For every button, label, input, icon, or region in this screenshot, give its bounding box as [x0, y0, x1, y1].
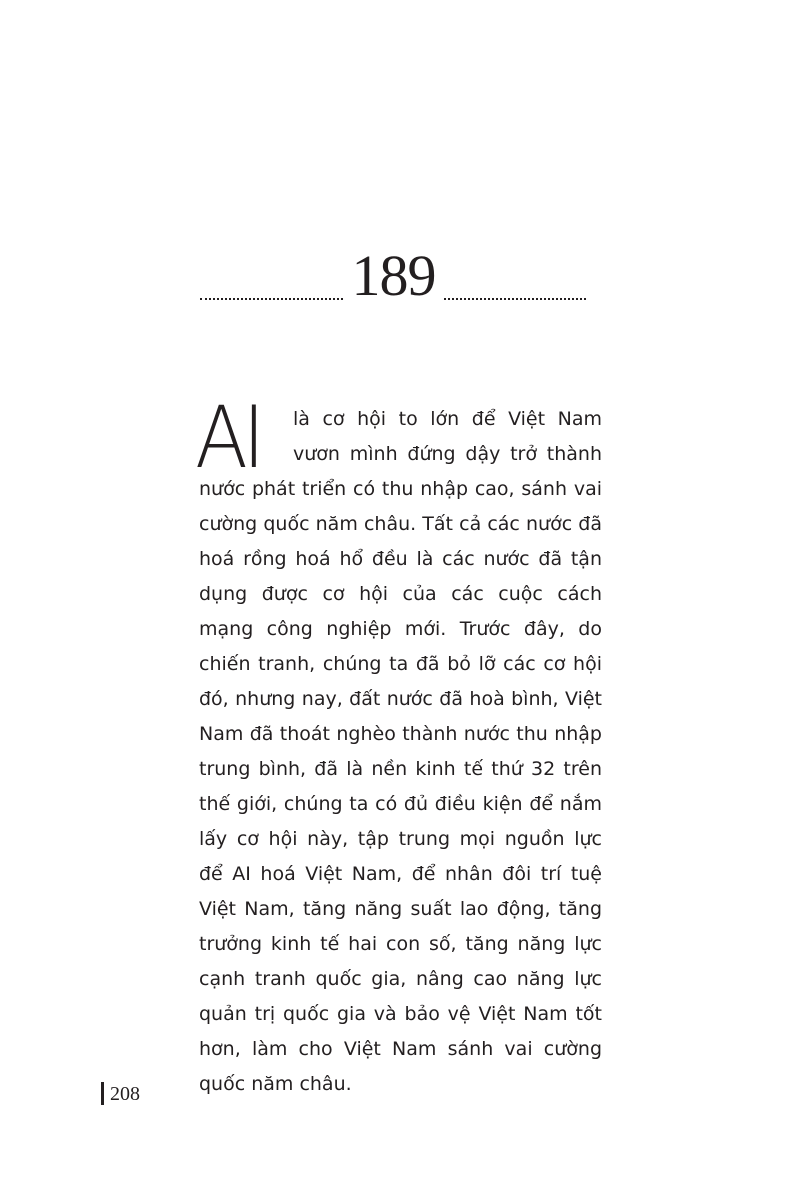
body-paragraph [195, 388, 602, 1102]
page-number: 208 [110, 1083, 140, 1105]
dotted-rule-right [444, 298, 586, 300]
dotted-rule-left [200, 298, 343, 300]
chapter-heading [200, 243, 586, 308]
drop-cap: AI [195, 388, 260, 488]
body-text: là cơ hội to lớn để Việt Nam vươn mình đứng dậy trở thành nước phát triển có thu nhập cao, sánh vai cường quốc năm châu. Tất cả các nước đã hoá rồng hoá hổ đều là các nước đã tận dụng được cơ hội của các cuộc cách mạng công nghiệp mới. Trước đây, do chiến tranh, chúng ta đã bỏ lỡ các cơ hội đó, nhưng nay, đất nước đã hoà bình, Việt Nam đã thoát nghèo thành nước thu nhập trung bình, đã là nền kinh tế thứ 32 trên thế giới, chúng ta có đủ điều kiện để nắm lấy cơ hội này, tập trung mọi nguồn lực để AI hoá Việt Nam, để nhân đôi trí tuệ Việt Nam, tăng năng suất lao động, tăng trưởng kinh tế hai con số, tăng năng lực cạnh tranh quốc gia, nâng cao năng lực quản trị quốc gia và bảo vệ Việt Nam tốt hơn, làm cho Việt Nam sánh vai cường quốc năm châu. [199, 408, 602, 1095]
footer-bar [101, 1082, 104, 1105]
chapter-number: 189 [351, 243, 436, 308]
